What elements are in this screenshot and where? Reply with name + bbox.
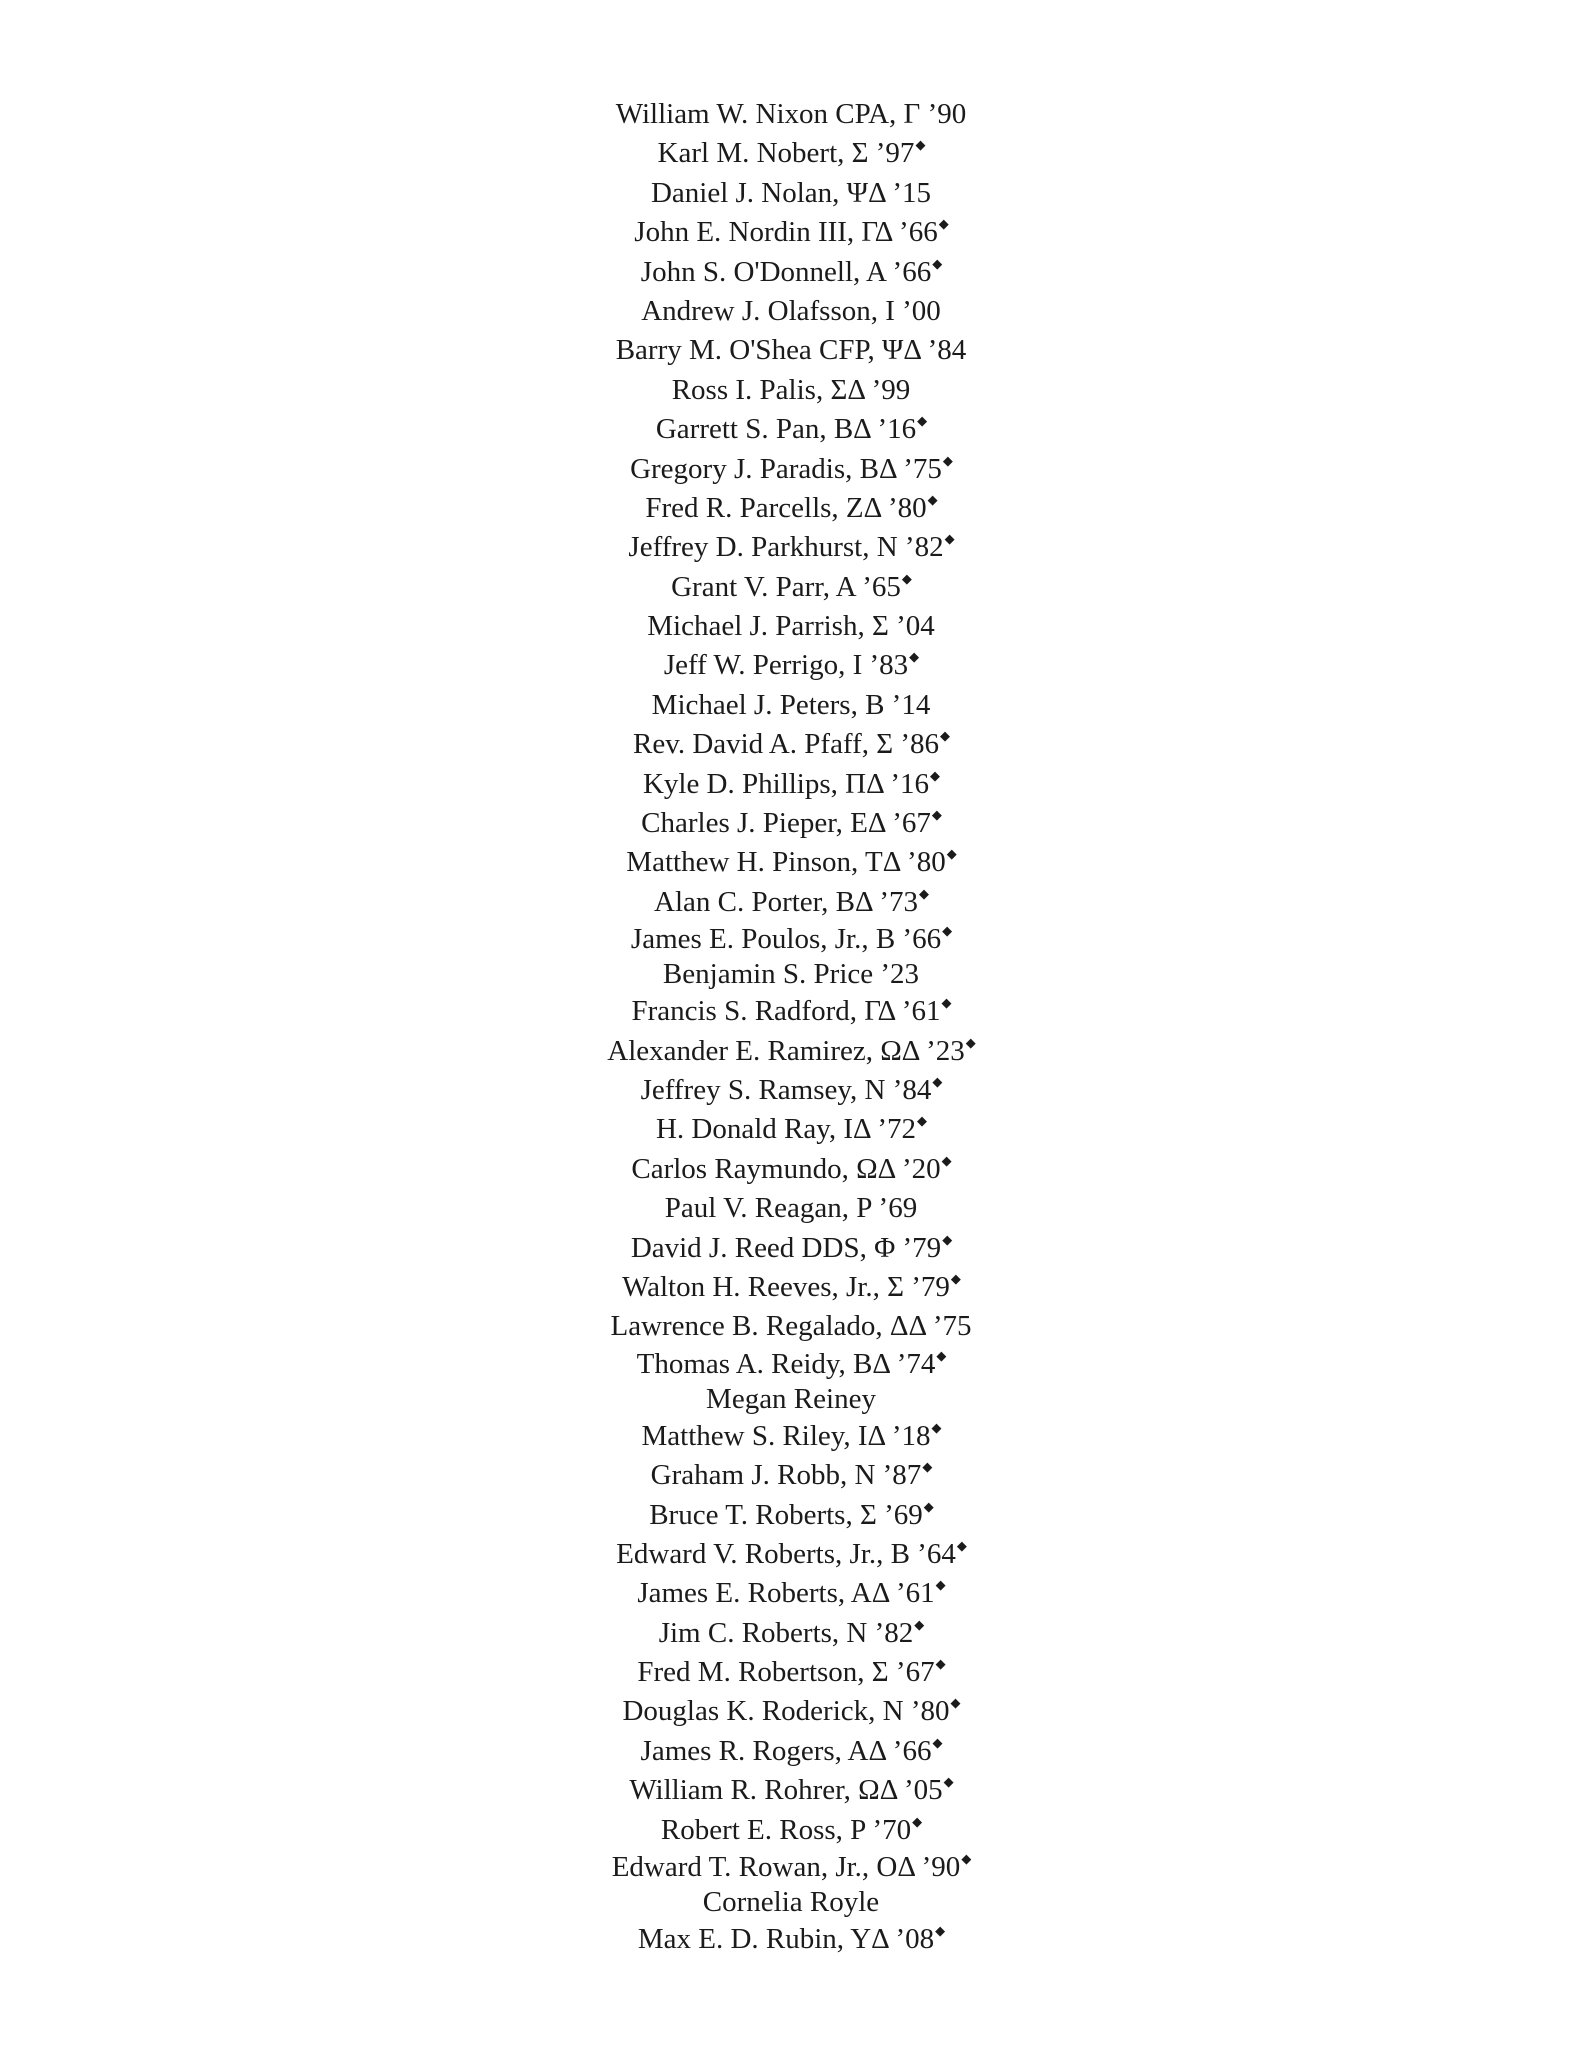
list-item xyxy=(0,1259,1583,1303)
donor-name: Barry M. O'Shea CFP, ΨΔ ’84 xyxy=(615,334,967,367)
donor-name: Robert E. Ross, P ’70 xyxy=(660,1813,912,1846)
list-item xyxy=(0,1911,1583,1956)
list-item xyxy=(0,1762,1583,1807)
donor-name: Michael J. Parrish, Σ ’04 xyxy=(647,610,935,643)
donor-name: James R. Rogers, AΔ ’66 xyxy=(640,1734,932,1767)
donor-name: Benjamin S. Price ’23 xyxy=(662,958,920,991)
diamond-mark-icon: ◆ xyxy=(961,1851,972,1867)
donor-name: Jim C. Roberts, N ’82 xyxy=(658,1616,914,1649)
donor-name: Lawrence B. Regalado, ΔΔ ’75 xyxy=(610,1310,972,1343)
diamond-mark-icon: ◆ xyxy=(931,807,942,823)
list-item xyxy=(0,1876,1583,1919)
list-item xyxy=(0,598,1583,643)
donor-name: Jeffrey D. Parkhurst, N ’82 xyxy=(628,531,944,564)
list-item xyxy=(0,125,1583,170)
list-item xyxy=(0,1062,1583,1106)
donor-name: Douglas K. Roderick, N ’80 xyxy=(622,1695,950,1728)
list-item xyxy=(0,86,1583,130)
donor-name: Graham J. Robb, N ’87 xyxy=(650,1459,922,1492)
list-item xyxy=(0,1338,1583,1380)
diamond-mark-icon: ◆ xyxy=(927,491,938,507)
diamond-mark-icon: ◆ xyxy=(909,649,920,665)
diamond-mark-icon: ◆ xyxy=(931,1419,942,1435)
donor-name: Megan Reiney xyxy=(706,1382,876,1415)
donor-name: Edward T. Rowan, Jr., OΔ ’90 xyxy=(611,1851,961,1884)
list-item xyxy=(0,1802,1583,1846)
donor-name: Charles J. Pieper, EΔ ’67 xyxy=(641,807,931,840)
list-item xyxy=(0,834,1583,879)
diamond-mark-icon: ◆ xyxy=(930,767,941,783)
list-item xyxy=(0,983,1583,1028)
donor-name-list xyxy=(0,86,1583,1956)
list-item xyxy=(0,322,1583,367)
donor-name: Karl M. Nobert, Σ ’97 xyxy=(657,137,915,170)
list-item xyxy=(0,1298,1583,1343)
donor-name: Matthew S. Riley, IΔ ’18 xyxy=(641,1419,931,1452)
donor-name: Rev. David A. Pfaff, Σ ’86 xyxy=(632,728,940,761)
donor-name: Jeff W. Perrigo, I ’83 xyxy=(663,649,909,682)
donor-name: Fred R. Parcells, ZΔ ’80 xyxy=(645,491,927,524)
donor-name: Bruce T. Roberts, Σ ’69 xyxy=(649,1498,923,1531)
donor-name: Edward V. Roberts, Jr., B ’64 xyxy=(616,1537,956,1570)
list-item xyxy=(0,165,1583,209)
list-item xyxy=(0,795,1583,840)
diamond-mark-icon: ◆ xyxy=(941,995,952,1011)
diamond-mark-icon: ◆ xyxy=(938,216,949,232)
donor-name: Grant V. Parr, A ’65 xyxy=(671,570,901,603)
donor-name: Max E. D. Rubin, YΔ ’08 xyxy=(637,1923,935,1956)
list-item xyxy=(0,756,1583,800)
diamond-mark-icon: ◆ xyxy=(940,728,951,744)
list-item xyxy=(0,1373,1583,1415)
diamond-mark-icon: ◆ xyxy=(923,1498,934,1514)
list-item xyxy=(0,1605,1583,1649)
diamond-mark-icon: ◆ xyxy=(932,1073,943,1089)
list-item xyxy=(0,1644,1583,1689)
diamond-mark-icon: ◆ xyxy=(917,1113,927,1129)
diamond-mark-icon: ◆ xyxy=(935,1577,946,1593)
list-item xyxy=(0,913,1583,956)
diamond-mark-icon: ◆ xyxy=(915,137,926,153)
list-item xyxy=(0,204,1583,249)
diamond-mark-icon: ◆ xyxy=(942,1231,953,1247)
list-item xyxy=(0,1723,1583,1767)
diamond-mark-icon: ◆ xyxy=(936,1347,947,1363)
donor-name: William R. Rohrer, ΩΔ ’05 xyxy=(629,1774,943,1807)
donor-name: Andrew J. Olafsson, I ’00 xyxy=(641,294,941,327)
list-item xyxy=(0,559,1583,603)
donor-name: William W. Nixon CPA, Γ ’90 xyxy=(615,98,967,130)
diamond-mark-icon: ◆ xyxy=(942,452,953,468)
list-item xyxy=(0,362,1583,406)
donor-name: Alan C. Porter, BΔ ’73 xyxy=(654,885,918,918)
list-item xyxy=(0,1841,1583,1884)
donor-name: James E. Poulos, Jr., B ’66 xyxy=(630,923,942,956)
donor-name: Matthew H. Pinson, TΔ ’80 xyxy=(626,846,946,879)
list-item xyxy=(0,1565,1583,1610)
diamond-mark-icon: ◆ xyxy=(956,1537,967,1553)
donor-name: Cornelia Royle xyxy=(702,1886,880,1919)
diamond-mark-icon: ◆ xyxy=(944,531,955,547)
list-item xyxy=(0,948,1583,991)
donor-name: Garrett S. Pan, BΔ ’16 xyxy=(655,413,917,446)
diamond-mark-icon: ◆ xyxy=(914,1616,925,1632)
diamond-mark-icon: ◆ xyxy=(935,1923,946,1939)
diamond-mark-icon: ◆ xyxy=(918,885,929,901)
list-item xyxy=(0,1408,1583,1452)
donor-name: Michael J. Peters, B ’14 xyxy=(651,688,931,721)
donor-name: H. Donald Ray, IΔ ’72 xyxy=(655,1113,916,1146)
list-item xyxy=(0,480,1583,524)
donor-name: Thomas A. Reidy, BΔ ’74 xyxy=(636,1347,936,1380)
diamond-mark-icon: ◆ xyxy=(922,1459,933,1475)
donor-name: John E. Nordin III, ΓΔ ’66 xyxy=(634,216,938,249)
list-item xyxy=(0,441,1583,485)
diamond-mark-icon: ◆ xyxy=(943,1774,954,1790)
list-item xyxy=(0,637,1583,682)
list-item xyxy=(0,244,1583,288)
diamond-mark-icon: ◆ xyxy=(932,255,943,271)
diamond-mark-icon: ◆ xyxy=(965,1034,976,1050)
list-item xyxy=(0,874,1583,918)
donor-name: James E. Roberts, AΔ ’61 xyxy=(637,1577,935,1610)
donor-name: Paul V. Reagan, P ’69 xyxy=(664,1192,918,1225)
list-item xyxy=(0,1447,1583,1492)
list-item xyxy=(0,716,1583,761)
list-item xyxy=(0,1487,1583,1531)
list-item xyxy=(0,1180,1583,1225)
diamond-mark-icon: ◆ xyxy=(901,570,912,586)
donor-name: Francis S. Radford, ΓΔ ’61 xyxy=(631,995,941,1028)
diamond-mark-icon: ◆ xyxy=(950,1695,961,1711)
diamond-mark-icon: ◆ xyxy=(946,846,957,862)
list-item xyxy=(0,1526,1583,1570)
diamond-mark-icon: ◆ xyxy=(932,1734,943,1750)
list-item xyxy=(0,677,1583,721)
donor-name: Kyle D. Phillips, ΠΔ ’16 xyxy=(642,767,930,800)
list-item xyxy=(0,1023,1583,1067)
donor-name: Daniel J. Nolan, ΨΔ ’15 xyxy=(650,176,932,209)
list-item xyxy=(0,1683,1583,1728)
list-item xyxy=(0,1220,1583,1264)
donor-name: Jeffrey S. Ramsey, N ’84 xyxy=(640,1073,932,1106)
diamond-mark-icon: ◆ xyxy=(912,1813,923,1829)
list-item xyxy=(0,401,1583,446)
diamond-mark-icon: ◆ xyxy=(942,923,953,939)
donor-name: Gregory J. Paradis, BΔ ’75 xyxy=(630,452,942,485)
donor-name: Carlos Raymundo, ΩΔ ’20 xyxy=(631,1152,941,1185)
diamond-mark-icon: ◆ xyxy=(950,1270,961,1286)
list-item xyxy=(0,519,1583,564)
donor-name: David J. Reed DDS, Φ ’79 xyxy=(630,1231,942,1264)
diamond-mark-icon: ◆ xyxy=(935,1656,946,1672)
list-item xyxy=(0,1141,1583,1185)
donor-name: Ross I. Palis, ΣΔ ’99 xyxy=(671,373,911,406)
donor-name: Alexander E. Ramirez, ΩΔ ’23 xyxy=(607,1034,965,1067)
donor-name: John S. O'Donnell, A ’66 xyxy=(640,255,932,288)
diamond-mark-icon: ◆ xyxy=(917,413,928,429)
list-item xyxy=(0,1101,1583,1146)
list-item xyxy=(0,283,1583,327)
diamond-mark-icon: ◆ xyxy=(941,1152,952,1168)
donor-name: Walton H. Reeves, Jr., Σ ’79 xyxy=(622,1270,950,1303)
donor-name: Fred M. Robertson, Σ ’67 xyxy=(637,1656,935,1689)
